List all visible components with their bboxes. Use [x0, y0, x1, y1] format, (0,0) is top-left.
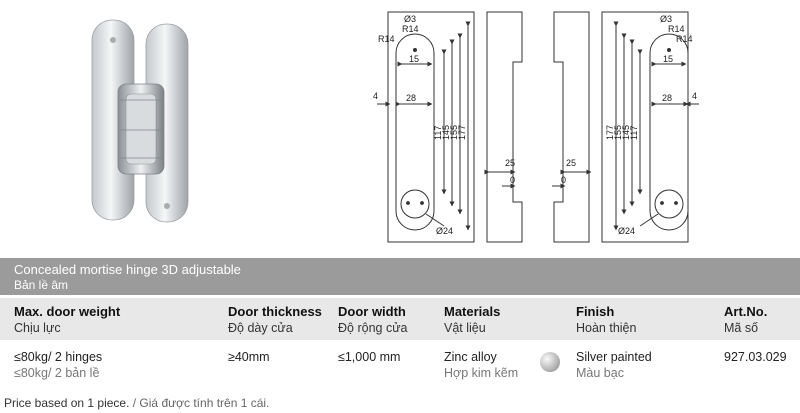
header-label-vi: Vật liệu — [444, 321, 486, 335]
table-header — [0, 298, 800, 340]
dim-label: Ø24 — [618, 226, 636, 236]
dim-label: 155 — [613, 124, 623, 140]
front-view-left-labels — [373, 14, 467, 236]
dim-label: 0 — [510, 175, 516, 185]
cell-text: ≥40mm — [228, 350, 270, 364]
dim-label: 25 — [505, 158, 516, 168]
cell-material — [444, 350, 518, 380]
header-label-vi: Mã số — [724, 321, 759, 335]
header-max-door-weight — [14, 304, 120, 335]
hinge-photo — [92, 20, 188, 222]
dim-label: 117 — [433, 125, 443, 140]
cell-finish — [576, 350, 652, 380]
header-label-vi: Hoàn thiện — [576, 321, 637, 335]
finish-swatch-icon — [540, 352, 560, 372]
header-label: Max. door weight — [14, 304, 121, 319]
dim-label: 4 — [373, 91, 379, 101]
header-label: Materials — [444, 304, 501, 319]
dim-label: 145 — [621, 124, 631, 140]
dim-label: Ø3 — [404, 14, 417, 24]
dim-label: R14 — [676, 34, 693, 44]
dim-label: Ø24 — [436, 226, 454, 236]
cell-text: Silver painted — [576, 350, 652, 364]
cell-weight — [14, 350, 102, 380]
dim-label: 15 — [663, 54, 674, 64]
dim-label: 4 — [692, 91, 698, 101]
dim-label: R14 — [668, 24, 685, 34]
header-label-vi: Độ rộng cửa — [338, 321, 408, 335]
product-title-band — [0, 258, 800, 295]
footnote-vi: / Giá được tính trên 1 cái. — [132, 396, 270, 410]
dim-label: 25 — [566, 158, 577, 168]
cell-text-vi: ≤80kg/ 2 bản lề — [14, 366, 100, 380]
cell-text-vi: Màu bạc — [576, 366, 624, 380]
dim-label: 28 — [406, 93, 417, 103]
dim-label: R14 — [378, 34, 395, 44]
dim-label: 15 — [409, 54, 420, 64]
header-label: Art.No. — [724, 304, 768, 319]
cell-width — [338, 350, 400, 364]
dim-label: 0 — [561, 175, 567, 185]
dim-label: 177 — [457, 124, 467, 140]
header-label-vi: Chịu lực — [14, 321, 61, 335]
header-art-no — [724, 304, 767, 335]
dim-label: 28 — [662, 93, 673, 103]
header-door-width — [338, 304, 408, 335]
cell-text: ≤1,000 mm — [338, 350, 401, 364]
header-label-vi: Độ dày cửa — [228, 321, 293, 335]
dim-label: 177 — [605, 124, 615, 140]
product-title-vi: Bản lề âm — [14, 278, 69, 292]
header-label: Door thickness — [228, 304, 322, 319]
header-finish — [576, 304, 636, 335]
header-label: Door width — [338, 304, 406, 319]
dim-label: R14 — [402, 24, 419, 34]
cell-art-no — [724, 350, 787, 364]
cell-text: 927.03.029 — [724, 350, 787, 364]
dim-label: 155 — [449, 124, 459, 140]
footnote-en: Price based on 1 piece. — [4, 396, 130, 410]
header-materials — [444, 304, 500, 335]
product-title: Concealed mortise hinge 3D adjustable — [14, 262, 241, 277]
cell-text-vi: Hợp kim kẽm — [444, 366, 519, 380]
side-view-right — [552, 12, 589, 242]
dim-label: 117 — [629, 125, 639, 140]
side-view-left — [487, 12, 522, 242]
price-footnote — [4, 396, 269, 410]
header-door-thickness — [228, 304, 322, 335]
dim-label: Ø3 — [660, 14, 673, 24]
dim-label: 145 — [441, 124, 451, 140]
cell-thickness — [228, 350, 270, 364]
table-row — [0, 344, 800, 388]
header-label: Finish — [576, 304, 615, 319]
cell-text: Zinc alloy — [444, 350, 497, 364]
cell-text: ≤80kg/ 2 hinges — [14, 350, 103, 364]
